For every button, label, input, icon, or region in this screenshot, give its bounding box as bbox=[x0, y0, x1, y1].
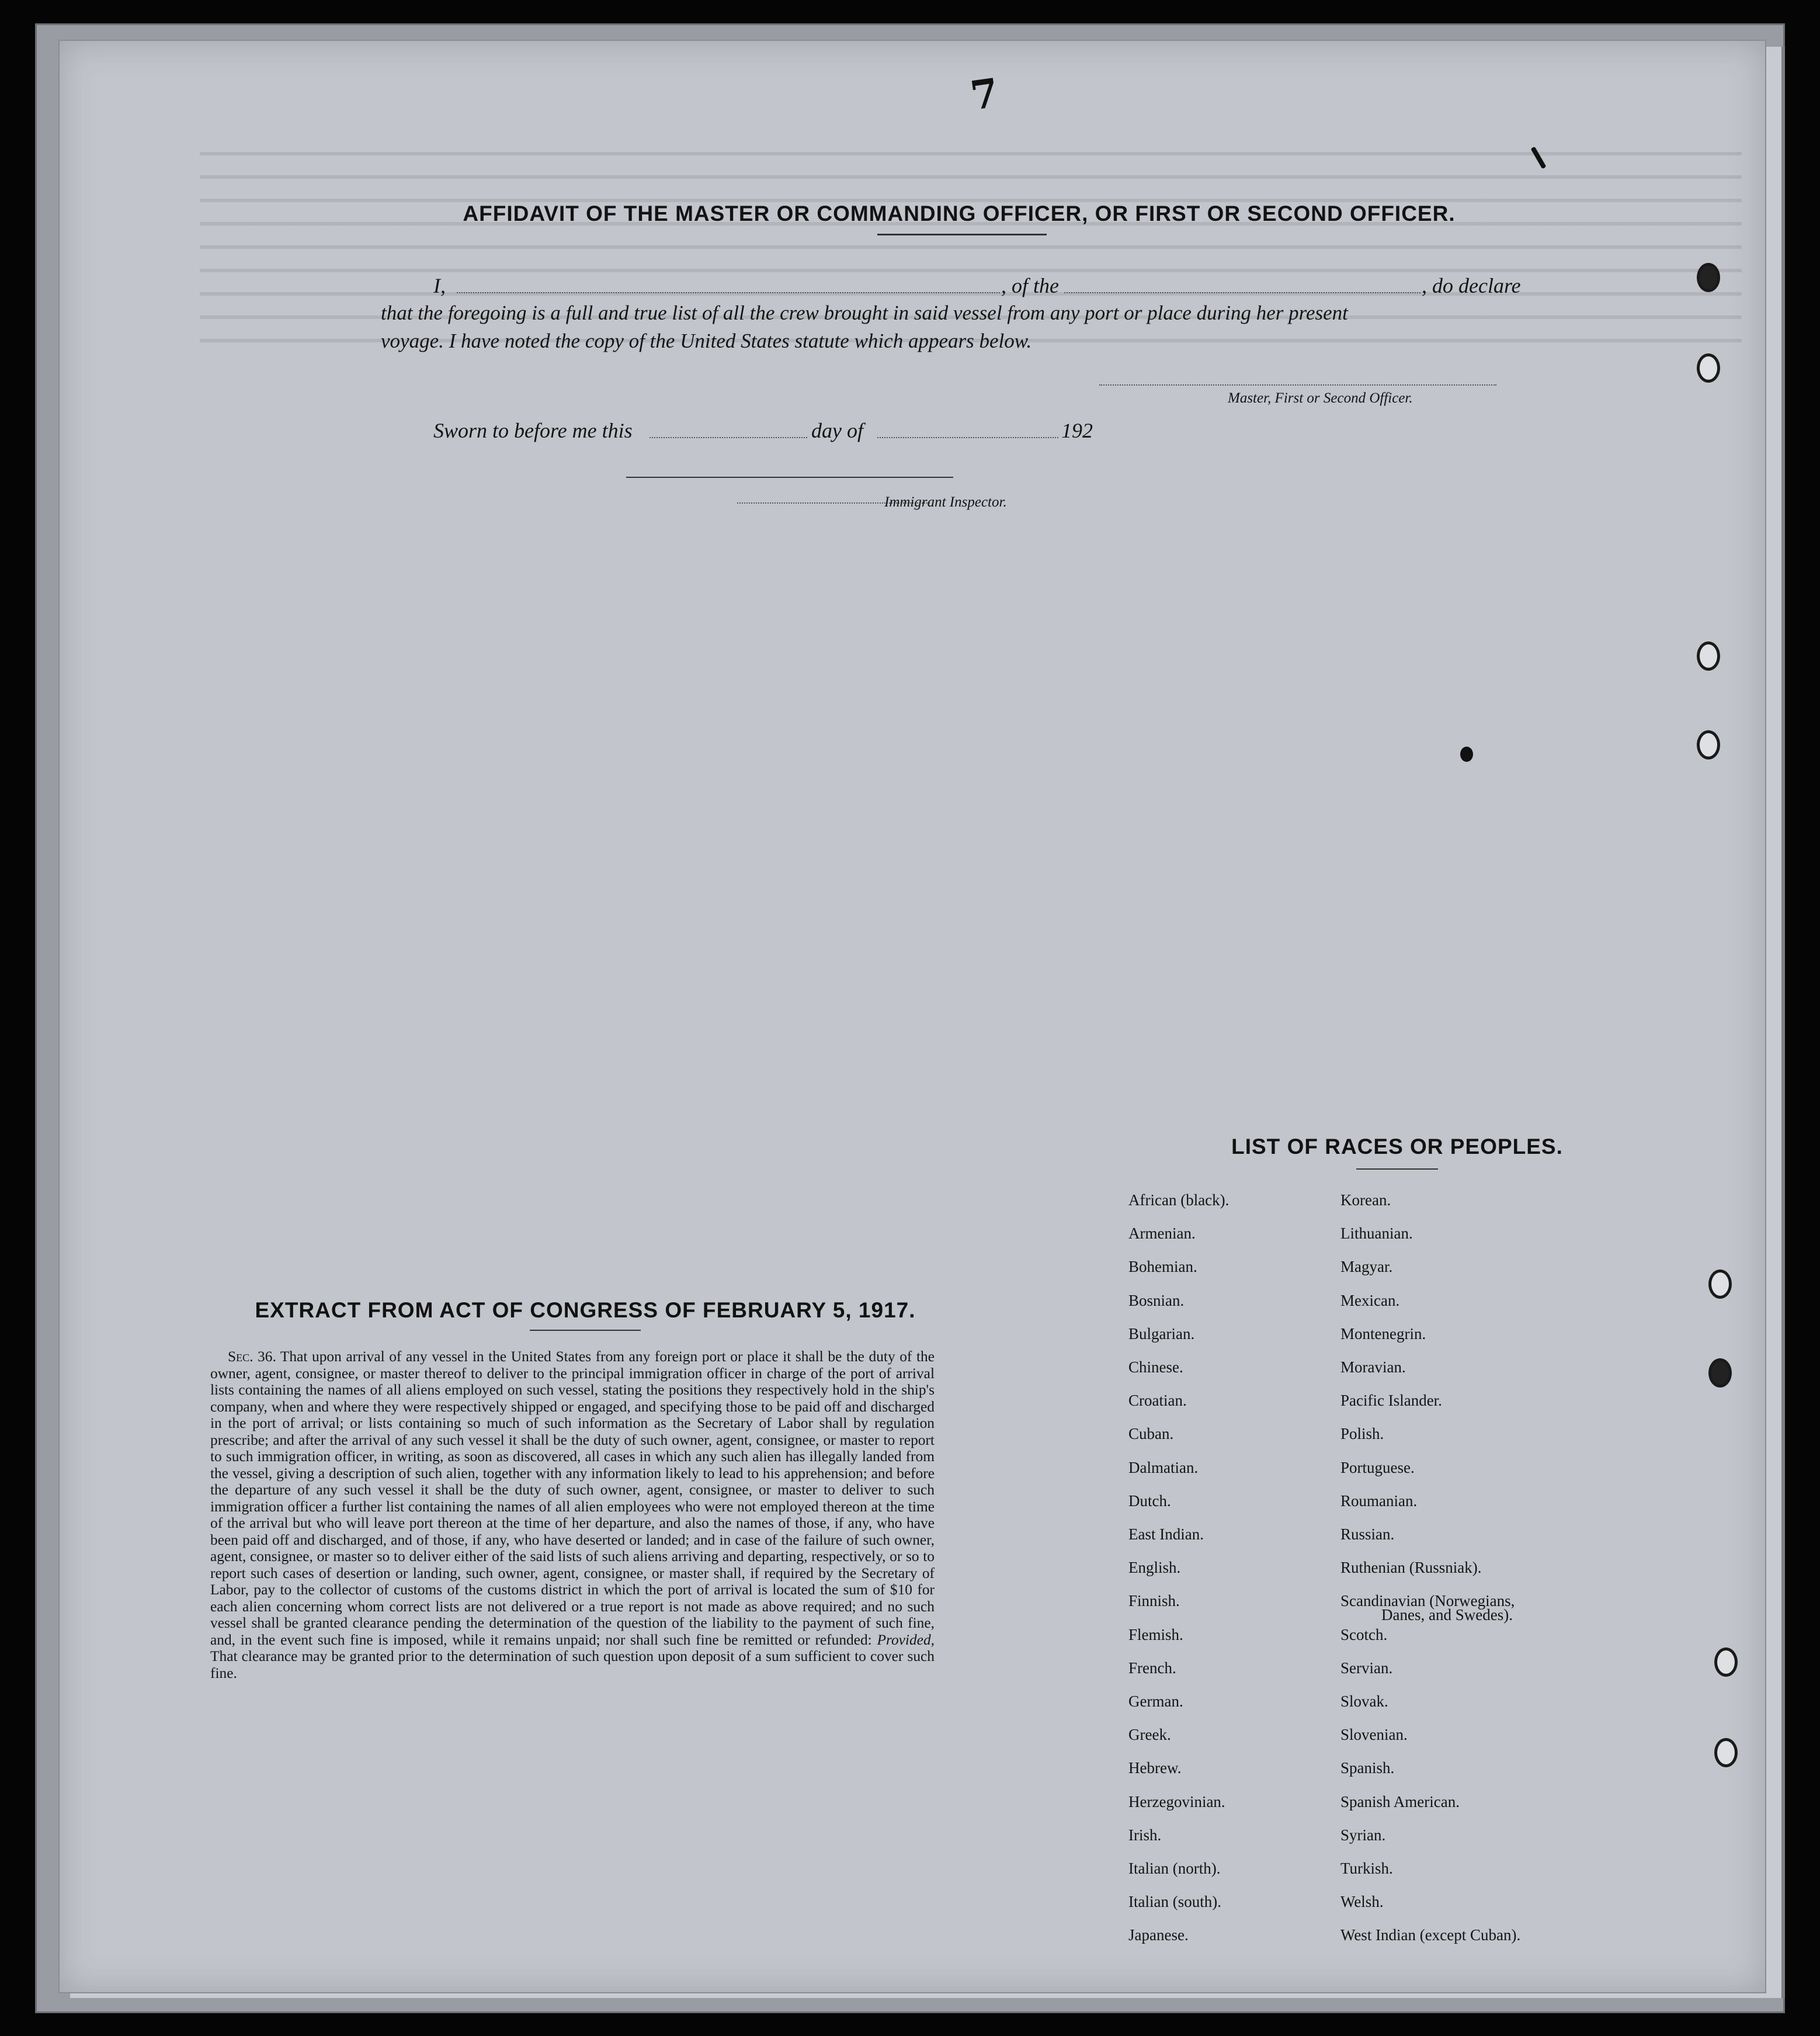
race-item: Mexican. bbox=[1340, 1291, 1400, 1309]
affidavit-i: I, bbox=[433, 274, 446, 297]
race-item: Italian (south). bbox=[1128, 1893, 1221, 1911]
name-blank bbox=[457, 292, 1000, 293]
race-item: Spanish American. bbox=[1340, 1792, 1460, 1810]
race-item: Finnish. bbox=[1128, 1592, 1180, 1610]
signature-label: Master, First or Second Officer. bbox=[1228, 390, 1413, 406]
extract-text-end: That clearance may be granted prior to the determination of such question upon deposit of a sum sufficient to cover such fine. bbox=[210, 1648, 935, 1681]
affidavit-do-declare: , do declare bbox=[1422, 274, 1521, 297]
race-item: Dalmatian. bbox=[1128, 1458, 1199, 1476]
sworn-year: 192 bbox=[1061, 419, 1093, 442]
race-item: Slovenian. bbox=[1340, 1726, 1408, 1744]
race-item: Bohemian. bbox=[1128, 1258, 1197, 1276]
section-label: Sec. 36. bbox=[228, 1348, 276, 1365]
binder-hole bbox=[1697, 263, 1720, 292]
binder-hole bbox=[1708, 1358, 1732, 1388]
race-item: Japanese. bbox=[1128, 1926, 1189, 1944]
sworn-day-blank bbox=[649, 437, 807, 438]
race-item: Moravian. bbox=[1340, 1358, 1406, 1376]
race-item: Italian (north). bbox=[1128, 1860, 1221, 1877]
race-item: Hebrew. bbox=[1128, 1759, 1182, 1777]
race-item: Dutch. bbox=[1128, 1492, 1171, 1510]
race-item: German. bbox=[1128, 1692, 1183, 1710]
race-item: Flemish. bbox=[1128, 1625, 1183, 1643]
binder-hole bbox=[1714, 1647, 1738, 1677]
provided-word: Provided, bbox=[877, 1631, 935, 1648]
extract-text: That upon arrival of any vessel in the United States from any foreign port or place it shall be the duty of the owner, agent, consignee, or master thereof to deliver to the principal immigration officer in charge of the port of arrival lists containing the names of all aliens employed on such vessel, stating the positions they respectively hold in the ship's company, when and where they were respectively shipped or engaged, and specifying those to be paid off and discharged in the port of arrival; or lists containing so much of such information as the Secretary of Labor shall by regulation prescribe; and after the arrival of any such vessel it shall be the duty of such owner, agent, consignee, or master to report to such immigration officer, in writing, as soon as discovered, all cases in which any such alien has illegally landed from the vessel, giving a description of such alien, together with any information likely to lead to his apprehension; and before the departure of any such vessel it shall be the duty of such owner, agent, consignee, or master to deliver to such immigration officer a further list containing the names of all alien employees who were not employed thereon at the time of the arrival but who will leave port thereon at the time of her departure, and also the names of those, if any, who have been paid off and discharged, and of those, if any, who have deserted or landed; and in case of the failure of such owner, agent, consignee, or master so to deliver either of the said lists of such aliens arriving and departing, respectively, or so to report such cases of desertion or landing, such owner, agent, consignee, or master shall, if required by the Secretary of Labor, pay to the collector of customs of the customs district in which the port of arrival is located the sum of $10 for each alien concerning whom correct lists are not delivered or a true report is not made as above required; and no such vessel shall be granted clearance pending the determination of the question of the liability to the payment of such fine, and, in the event such fine is imposed, while it remains unpaid; nor shall such fine be remitted or refunded: bbox=[210, 1348, 935, 1648]
race-item: Greek. bbox=[1128, 1726, 1171, 1744]
affidavit-title: AFFIDAVIT OF THE MASTER OR COMMANDING OFFICER, OR FIRST OR SECOND OFFICER. bbox=[463, 202, 1456, 226]
extract-underline bbox=[530, 1330, 641, 1331]
race-item: English. bbox=[1128, 1559, 1181, 1577]
race-item: Scotch. bbox=[1340, 1625, 1388, 1643]
race-item: Scandinavian (Norwegians, bbox=[1340, 1592, 1515, 1610]
affidavit-line-2: that the foregoing is a full and true list of all the crew brought in said vessel from any port or place during her present bbox=[381, 301, 1348, 324]
binder-hole bbox=[1708, 1270, 1732, 1299]
race-item: Roumanian. bbox=[1340, 1492, 1418, 1510]
signature-blank bbox=[1099, 384, 1496, 386]
document-page bbox=[58, 40, 1766, 1993]
race-item: West Indian (except Cuban). bbox=[1340, 1926, 1521, 1944]
binder-hole bbox=[1714, 1738, 1738, 1767]
binder-hole bbox=[1697, 353, 1720, 383]
race-item: Portuguese. bbox=[1340, 1458, 1415, 1476]
affidavit-line-3: voyage. I have noted the copy of the United States statute which appears below. bbox=[381, 329, 1032, 352]
race-item: Chinese. bbox=[1128, 1358, 1183, 1376]
extract-body bbox=[210, 1348, 935, 1681]
race-item: Spanish. bbox=[1340, 1759, 1395, 1777]
race-item: French. bbox=[1128, 1659, 1176, 1677]
race-item: Irish. bbox=[1128, 1826, 1162, 1844]
page-number: 7 bbox=[967, 70, 1002, 120]
race-item: Herzegovinian. bbox=[1128, 1792, 1225, 1810]
sworn-month-blank bbox=[877, 437, 1058, 438]
race-item: Ruthenian (Russniak). bbox=[1340, 1559, 1482, 1577]
race-item: Montenegrin. bbox=[1340, 1324, 1426, 1343]
race-item: Welsh. bbox=[1340, 1893, 1384, 1911]
race-item: Pacific Islander. bbox=[1340, 1392, 1442, 1410]
race-item: Turkish. bbox=[1340, 1860, 1393, 1877]
affidavit-of-the: , of the bbox=[1001, 274, 1059, 297]
race-item: Korean. bbox=[1340, 1191, 1391, 1209]
vessel-blank bbox=[1064, 292, 1420, 293]
race-item: Syrian. bbox=[1340, 1826, 1386, 1844]
inspector-label: Immigrant Inspector. bbox=[884, 494, 1007, 510]
race-item: Bosnian. bbox=[1128, 1291, 1185, 1309]
extract-title: EXTRACT FROM ACT OF CONGRESS OF FEBRUARY 5, 1917. bbox=[255, 1298, 916, 1322]
race-item: East Indian. bbox=[1128, 1525, 1204, 1543]
race-item: Armenian. bbox=[1128, 1225, 1196, 1243]
race-item: Russian. bbox=[1340, 1525, 1395, 1543]
race-item: Bulgarian. bbox=[1128, 1324, 1195, 1343]
race-item: Slovak. bbox=[1340, 1692, 1388, 1710]
binder-hole bbox=[1697, 641, 1720, 671]
race-item: Polish. bbox=[1340, 1425, 1384, 1443]
race-item-continuation: Danes, and Swedes). bbox=[1381, 1606, 1513, 1624]
races-title: LIST OF RACES OR PEOPLES. bbox=[1231, 1135, 1563, 1159]
race-item: Magyar. bbox=[1340, 1258, 1393, 1276]
race-item: Servian. bbox=[1340, 1659, 1393, 1677]
race-item: Lithuanian. bbox=[1340, 1225, 1413, 1243]
separator-line bbox=[626, 477, 953, 478]
binder-hole bbox=[1697, 730, 1720, 759]
race-item: Cuban. bbox=[1128, 1425, 1174, 1443]
title-underline bbox=[877, 234, 1047, 235]
races-underline bbox=[1356, 1168, 1438, 1170]
race-item: Croatian. bbox=[1128, 1392, 1187, 1410]
race-item: African (black). bbox=[1128, 1191, 1229, 1209]
sworn-day-of: day of bbox=[811, 419, 863, 442]
ink-blot bbox=[1460, 747, 1473, 762]
sworn-prefix: Sworn to before me this bbox=[433, 419, 633, 442]
